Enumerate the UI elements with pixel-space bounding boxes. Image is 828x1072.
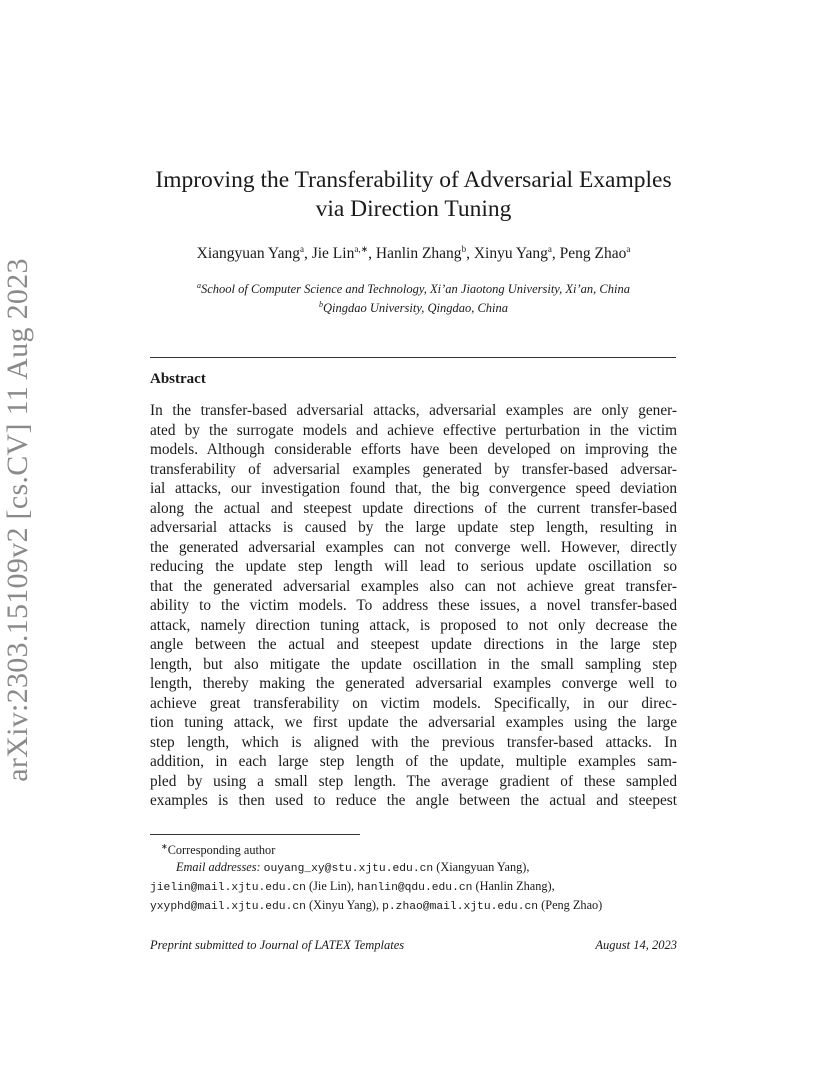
title-line-1: Improving the Transferability of Adversarial Examples xyxy=(155,167,672,193)
email-link[interactable]: yxyphd@mail.xjtu.edu.cn xyxy=(150,901,306,914)
affiliation-text: Qingdao University, Qingdao, China xyxy=(322,301,509,316)
abstract-line: transferability of adversarial examples generated by transfer-based adversar- xyxy=(150,460,677,478)
abstract-line: addition, in each large step length of the update, multiple examples sam- xyxy=(150,753,677,770)
affiliations xyxy=(150,278,677,316)
affiliation-a xyxy=(150,278,677,297)
author-name: Hanlin Zhang xyxy=(375,245,462,263)
author-affil-mark: a,∗ xyxy=(354,244,369,254)
title-line-2: via Direction Tuning xyxy=(315,196,512,222)
footnote-mark: ∗ xyxy=(161,842,168,851)
abstract-line: examples is then used to reduce the angle between the actual and steepest xyxy=(150,792,677,809)
abstract-heading: Abstract xyxy=(150,371,206,387)
author-affil-mark: a xyxy=(626,244,631,254)
abstract-line: length, but also mitigate the update oscillation in the small sampling step xyxy=(150,655,677,673)
arxiv-identifier-text: arXiv:2303.15109v2 [cs.CV] 11 Aug 2023 xyxy=(1,258,34,782)
footnotes xyxy=(150,838,677,916)
abstract-body xyxy=(150,401,677,811)
email-owner: (Xinyu Yang), xyxy=(309,898,380,913)
paper-title xyxy=(150,166,677,224)
abstract-line: tion tuning attack, we first update the adversarial examples using the large xyxy=(150,714,677,731)
abstract-line: In the transfer-based adversarial attacks, adversarial examples are only gener- xyxy=(150,402,677,419)
footnote-emails-line-3 xyxy=(150,897,677,916)
abstract-line: adversarial attacks is caused by the large update step length, resulting in xyxy=(150,519,677,536)
author-name: Xinyu Yang xyxy=(473,245,548,263)
author-affil-mark: a xyxy=(547,244,552,254)
footnote-rule xyxy=(150,834,360,835)
affiliation-mark: a xyxy=(197,281,201,290)
email-link[interactable]: jielin@mail.xjtu.edu.cn xyxy=(150,882,306,895)
email-link[interactable]: ouyang_xy@stu.xjtu.edu.cn xyxy=(263,863,434,876)
abstract-line: step length, which is aligned with the previous transfer-based attacks. In xyxy=(150,733,677,751)
author-affil-mark: a xyxy=(299,244,304,254)
author-name: Jie Lin xyxy=(311,245,355,263)
abstract-line: ability to the victim models. To address these issues, a novel transfer-based xyxy=(150,597,677,614)
abstract-line: angle between the actual and steepest update directions in the large step xyxy=(150,636,677,653)
email-owner: (Hanlin Zhang), xyxy=(475,879,555,894)
abstract-line: reducing the update step length will lead to serious update oscillation so xyxy=(150,558,677,575)
abstract-line: that the generated adversarial examples also can not achieve great transfer- xyxy=(150,577,677,595)
author-name: Peng Zhao xyxy=(559,245,627,263)
author-affil-mark: b xyxy=(461,244,467,254)
email-link[interactable]: p.zhao@mail.xjtu.edu.cn xyxy=(382,901,539,914)
affiliation-mark: b xyxy=(318,300,323,310)
abstract-line: ated by the surrogate models and achieve effective perturbation in the victim xyxy=(150,421,677,439)
email-link[interactable]: hanlin@qdu.edu.cn xyxy=(357,882,473,895)
email-label: Email addresses: xyxy=(176,860,261,875)
abstract-line: the generated adversarial examples can not converge well. However, directly xyxy=(150,538,677,556)
footnote-emails-line-2 xyxy=(150,878,677,897)
email-owner: (Xiangyuan Yang), xyxy=(436,860,530,875)
abstract-line: ial attacks, our investigation found that, the big convergence speed deviation xyxy=(150,480,677,497)
horizontal-rule xyxy=(150,357,676,358)
abstract-line: achieve great transferability on victim models. Specifically, in our direc- xyxy=(150,694,677,712)
affiliation-text: School of Computer Science and Technology, Xi’an Jiaotong University, Xi’an, China xyxy=(201,282,630,297)
email-owner: (Jie Lin), xyxy=(309,879,355,894)
abstract-line: models. Although considerable efforts have been developed on improving the xyxy=(150,441,677,458)
preprint-date: August 14, 2023 xyxy=(595,938,677,952)
footnote-corresponding-text: Corresponding author xyxy=(167,843,276,858)
footnote-corresponding xyxy=(150,838,677,859)
affiliation-b xyxy=(150,297,677,316)
preprint-note: Preprint submitted to Journal of LATEX Templates xyxy=(150,938,405,952)
author-name: Xiangyuan Yang xyxy=(196,245,300,263)
abstract-line: along the actual and steepest update directions of the current transfer-based xyxy=(150,499,677,517)
abstract-line: length, thereby making the generated adversarial examples converge well to xyxy=(150,675,677,692)
footnote-emails-line-1 xyxy=(150,859,677,878)
abstract-line: attack, namely direction tuning attack, is proposed to not only decrease the xyxy=(150,616,677,634)
abstract-line: pled by using a small step length. The average gradient of these sampled xyxy=(150,772,677,790)
author-list: Xiangyuan Yang$^a$, Jie Lin$^{a,∗}$, Hanlin Zhang$^b$, Xinyu Yang$^a$, Peng Zhao$^a$ xyxy=(196,244,631,263)
email-owner: (Peng Zhao) xyxy=(541,898,603,913)
